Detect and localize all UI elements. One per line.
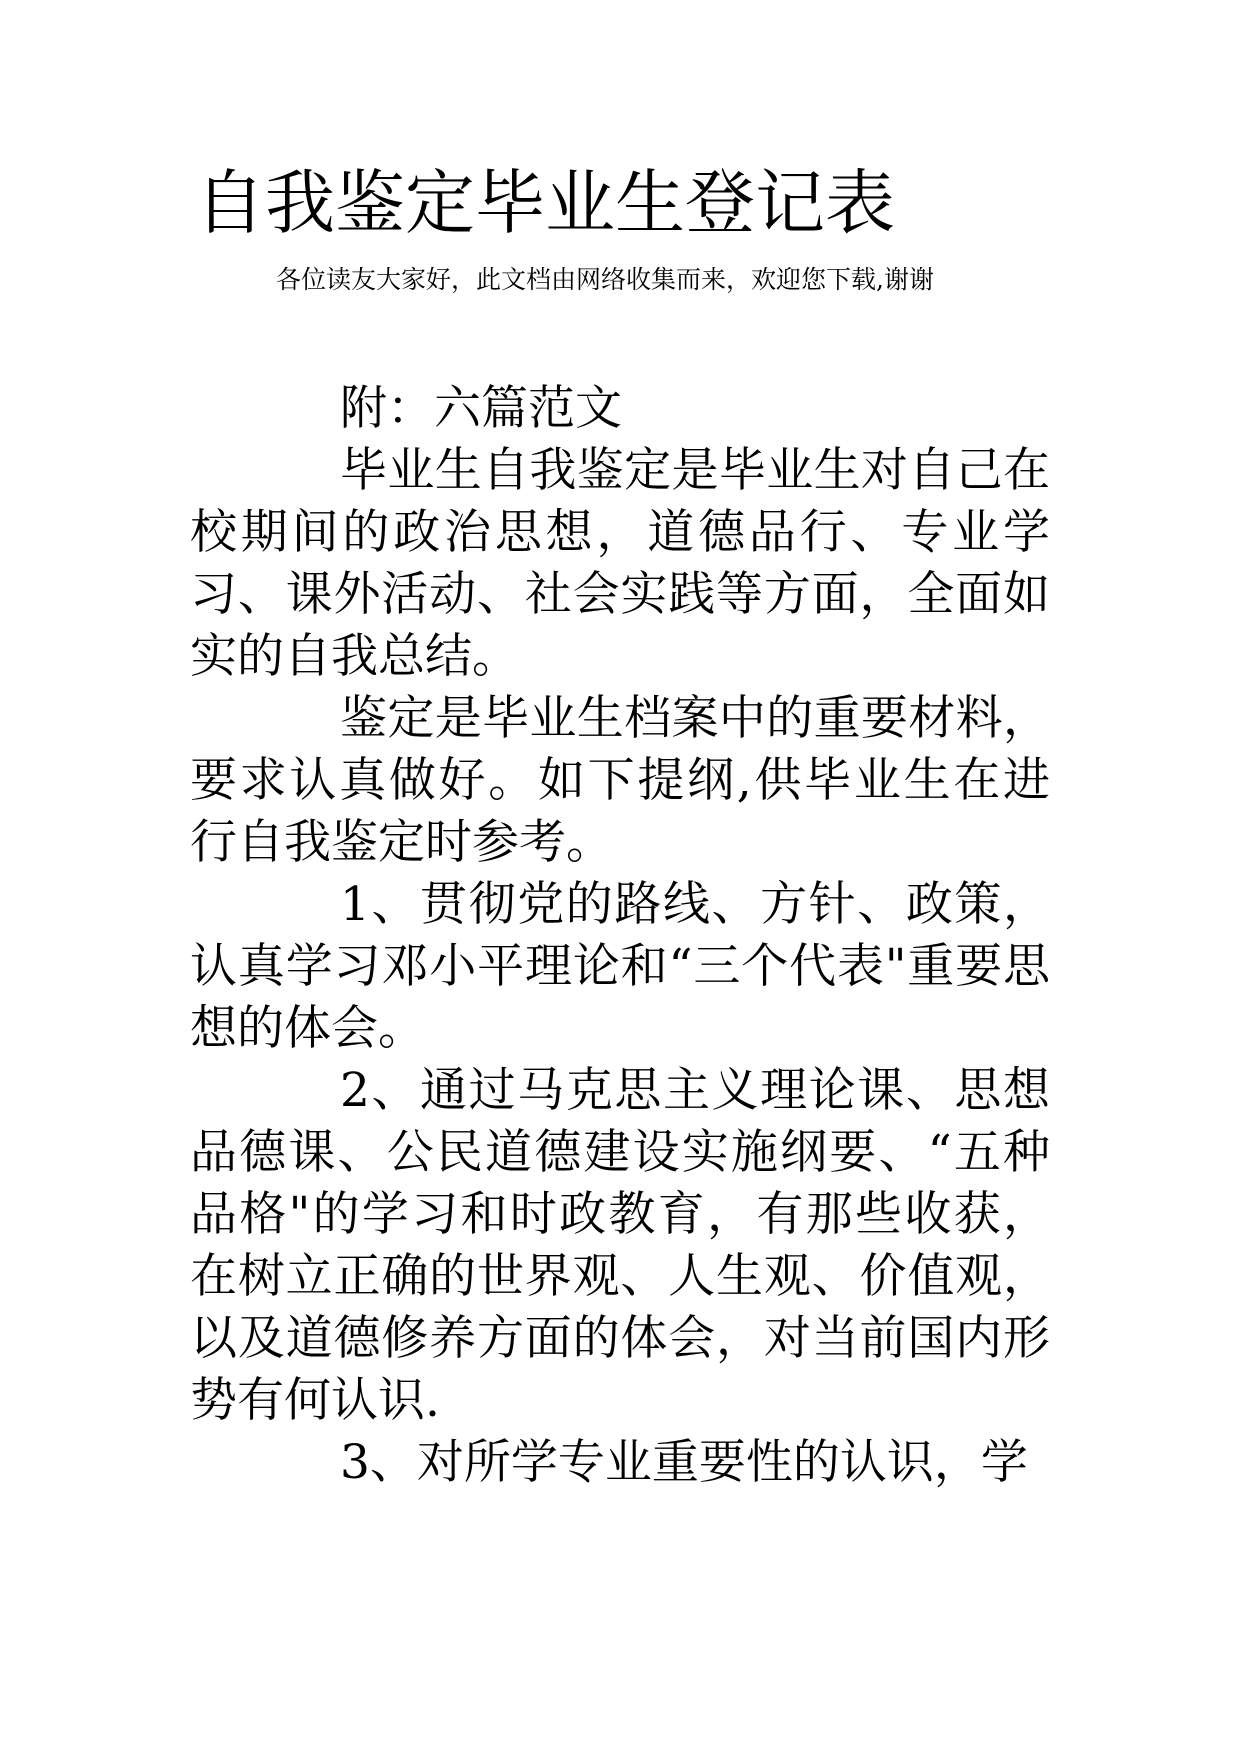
document-title: 自我鉴定毕业生登记表 — [195, 162, 895, 244]
paragraph-item-3: 3、对所学专业重要性的认识，学 — [340, 1435, 1028, 1490]
paragraph-appendix-heading: 附：六篇范文 — [340, 381, 622, 436]
paragraph-intro: 毕业生自我鉴定是毕业生对自己在校期间的政治思想，道德品行、专业学习、课外活动、社会实践等方面，全面如实的自我总结。 — [190, 443, 1050, 684]
document-subtitle: 各位读友大家好，此文档由网络收集而来，欢迎您下载,谢谢 — [276, 265, 934, 294]
paragraph-importance: 鉴定是毕业生档案中的重要材料，要求认真做好。如下提纲,供毕业生在进行自我鉴定时参考。 — [190, 691, 1050, 870]
document-body — [190, 378, 1050, 1494]
paragraph-item-1: 1、贯彻党的路线、方针、政策，认真学习邓小平理论和“三个代表"重要思想的体会。 — [190, 877, 1050, 1056]
paragraph-item-2: 2、通过马克思主义理论课、思想品德课、公民道德建设实施纲要、“五种品格"的学习和时政教育，有那些收获，在树立正确的世界观、人生观、价值观，以及道德修养方面的体会，对当前国内形势有何认识. — [190, 1063, 1050, 1428]
